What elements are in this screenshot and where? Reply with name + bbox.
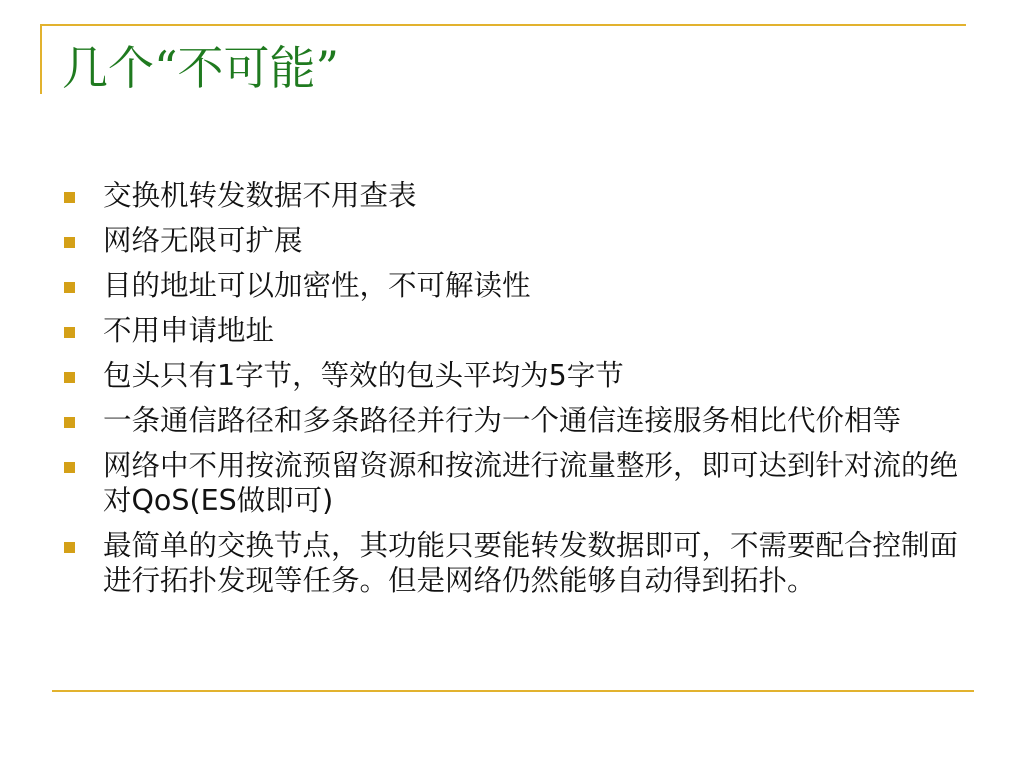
square-bullet-icon (64, 542, 75, 553)
top-rule (40, 24, 966, 26)
square-bullet-icon (64, 327, 75, 338)
bullet-text: 目的地址可以加密性，不可解读性 (103, 269, 531, 302)
left-rule (40, 24, 42, 94)
bullet-text: 网络无限可扩展 (103, 224, 303, 257)
bullet-item (62, 358, 962, 393)
square-bullet-icon (64, 462, 75, 473)
slide-title: 几个“不可能” (62, 41, 340, 95)
bullet-text: 一条通信路径和多条路径并行为一个通信连接服务相比代价相等 (103, 404, 902, 437)
bullet-item (62, 448, 962, 518)
bullet-text: 网络中不用按流预留资源和按流进行流量整形，即可达到针对流的绝对QoS(ES做即可) (103, 449, 959, 517)
bullet-item (62, 403, 962, 438)
bullet-list (62, 178, 962, 608)
bottom-rule (52, 690, 974, 692)
bullet-item (62, 178, 962, 213)
bullet-text: 不用申请地址 (103, 314, 275, 347)
bullet-text: 最简单的交换节点，其功能只要能转发数据即可，不需要配合控制面进行拓扑发现等任务。但是网络仍然能够自动得到拓扑。 (103, 529, 959, 597)
square-bullet-icon (64, 372, 75, 383)
square-bullet-icon (64, 417, 75, 428)
bullet-item (62, 223, 962, 258)
square-bullet-icon (64, 282, 75, 293)
bullet-item (62, 268, 962, 303)
bullet-text: 包头只有1字节，等效的包头平均为5字节 (103, 359, 624, 392)
bullet-item (62, 528, 962, 598)
square-bullet-icon (64, 237, 75, 248)
square-bullet-icon (64, 192, 75, 203)
bullet-item (62, 313, 962, 348)
bullet-text: 交换机转发数据不用查表 (103, 179, 417, 212)
